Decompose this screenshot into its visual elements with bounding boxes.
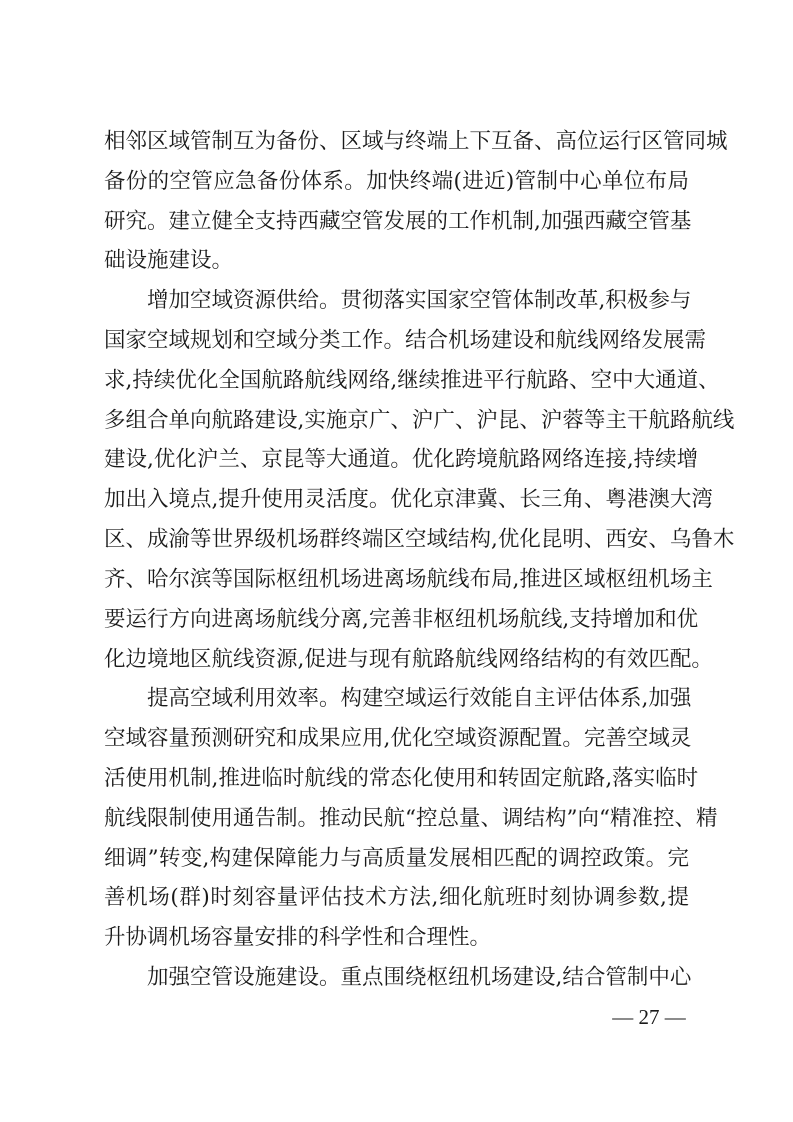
line-text: 础设施建设。 <box>104 248 234 273</box>
text-line <box>0 918 793 958</box>
text-line <box>0 361 793 401</box>
line-text: 区、成渝等世界级机场群终端区空域结构,优化昆明、西安、乌鲁木 <box>104 527 735 552</box>
text-line <box>0 202 793 242</box>
line-text: 多组合单向航路建设,实施京广、沪广、沪昆、沪蓉等主干航路航线 <box>104 408 735 433</box>
text-line <box>0 440 793 480</box>
line-text: 善机场(群)时刻容量评估技术方法,细化航班时刻协调参数,提 <box>104 885 689 910</box>
line-text: 研究。建立健全支持西藏空管发展的工作机制,加强西藏空管基 <box>104 209 692 234</box>
page-number: — 27 — <box>612 1005 686 1029</box>
line-text: 建设,优化沪兰、京昆等大通道。优化跨境航路网络连接,持续增 <box>104 447 699 472</box>
line-text: 空域容量预测研究和成果应用,优化空域资源配置。完善空域灵 <box>104 726 692 751</box>
text-line <box>0 480 793 520</box>
line-text: 升协调机场容量安排的科学性和合理性。 <box>104 925 492 950</box>
text-line <box>0 958 793 998</box>
text-line <box>0 839 793 879</box>
paragraph-heading-line: 加强空管设施建设。重点围绕枢纽机场建设,结合管制中心 <box>147 965 692 990</box>
line-text: 相邻区域管制互为备份、区域与终端上下互备、高位运行区管同城 <box>104 129 728 154</box>
line-text: 国家空域规划和空域分类工作。结合机场建设和航线网络发展需 <box>104 328 707 353</box>
text-line <box>0 162 793 202</box>
text-line <box>0 281 793 321</box>
text-line <box>0 719 793 759</box>
line-text: 加出入境点,提升使用灵活度。优化京津冀、长三角、粤港澳大湾 <box>104 487 713 512</box>
text-line <box>0 600 793 640</box>
text-line <box>0 679 793 719</box>
line-text: 齐、哈尔滨等国际枢纽机场进离场航线布局,推进区域枢纽机场主 <box>104 567 713 592</box>
text-line <box>0 401 793 441</box>
text-line <box>0 520 793 560</box>
line-text: 要运行方向进离场航线分离,完善非枢纽机场航线,支持增加和优 <box>104 607 699 632</box>
text-line <box>0 640 793 680</box>
paragraph-heading-line: 增加空域资源供给。贯彻落实国家空管体制改革,积极参与 <box>147 288 692 313</box>
text-line <box>0 759 793 799</box>
text-line <box>0 241 793 281</box>
text-line <box>0 321 793 361</box>
text-line <box>0 799 793 839</box>
text-line <box>0 122 793 162</box>
paragraph-heading-line: 提高空域利用效率。构建空域运行效能自主评估体系,加强 <box>147 686 692 711</box>
text-line <box>0 560 793 600</box>
line-text: 活使用机制,推进临时航线的常态化使用和转固定航路,落实临时 <box>104 766 699 791</box>
line-text: 航线限制使用通告制。推动民航“控总量、调结构”向“精准控、精 <box>104 806 718 831</box>
text-line <box>0 878 793 918</box>
line-text: 求,持续优化全国航路航线网络,继续推进平行航路、空中大通道、 <box>104 368 720 393</box>
line-text: 化边境地区航线资源,促进与现有航路航线网络结构的有效匹配。 <box>104 647 713 672</box>
line-text: 备份的空管应急备份体系。加快终端(进近)管制中心单位布局 <box>104 169 689 194</box>
line-text: 细调”转变,构建保障能力与高质量发展相匹配的调控政策。完 <box>104 846 689 871</box>
